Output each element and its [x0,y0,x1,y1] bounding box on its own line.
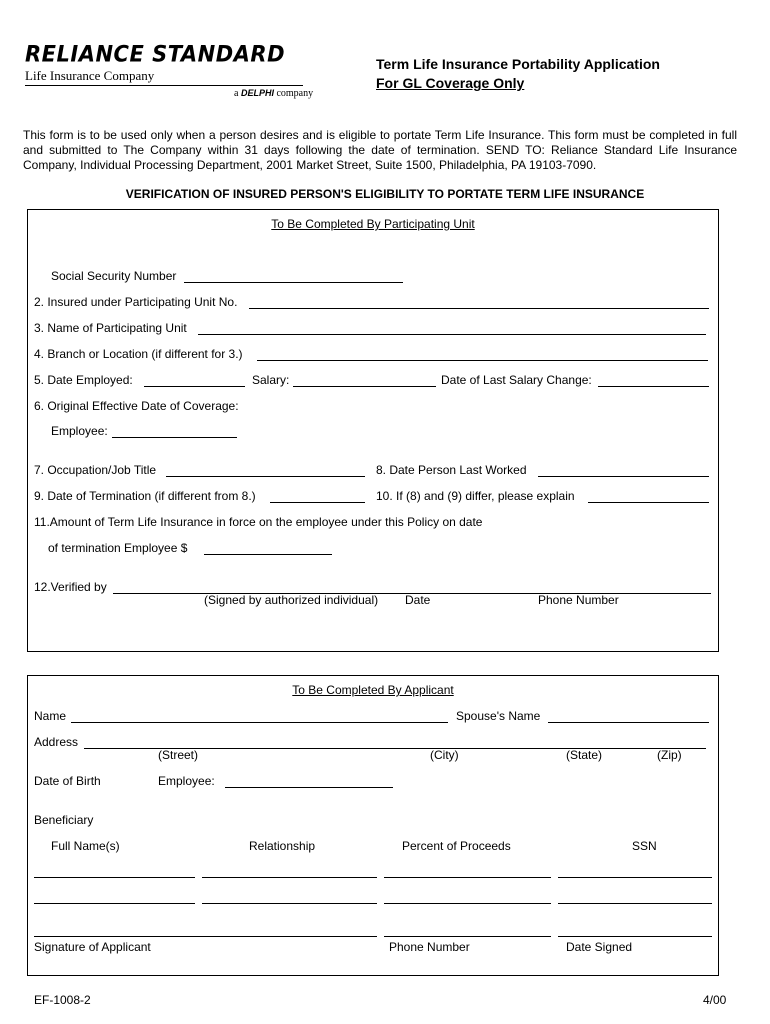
participating-unit-name-field[interactable] [198,334,706,335]
form-title: Term Life Insurance Portability Application [376,56,660,72]
participating-unit-heading: To Be Completed By Participating Unit [271,217,475,231]
last-salary-change-field[interactable] [598,386,709,387]
street-caption: (Street) [158,748,199,762]
beneficiary-1-ssn-field[interactable] [558,877,712,878]
beneficiary-1-name-field[interactable] [34,877,195,878]
participating-unit-name-label: 3. Name of Participating Unit [34,321,187,335]
verified-date-caption: Date [405,593,431,607]
ssn-label: Social Security Number [51,269,177,283]
beneficiary-2-name-field[interactable] [34,903,195,904]
company-logo-subtitle: Life Insurance Company [25,68,155,83]
occupation-field[interactable] [166,476,365,477]
insurance-amount-label: 11.Amount of Term Life Insurance in force on the employee under this Policy on date [34,515,483,529]
beneficiary-full-names-header: Full Name(s) [51,839,120,853]
branch-location-label: 4. Branch or Location (if different for 3.) [34,347,243,361]
original-effective-date-label: 6. Original Effective Date of Coverage: [34,399,239,413]
date-last-worked-label: 8. Date Person Last Worked [376,463,527,477]
salary-label: Salary: [252,373,290,387]
state-caption: (State) [566,748,603,762]
spouse-name-field[interactable] [548,722,709,723]
form-subtitle: For GL Coverage Only [376,75,525,91]
termination-date-label: 9. Date of Termination (if different from 8.) [34,489,256,503]
participating-unit-no-label: 2. Insured under Participating Unit No. [34,295,238,309]
date-employed-label: 5. Date Employed: [34,373,133,387]
address-label: Address [34,735,79,749]
company-logo: RELIANCE STANDARD [25,41,286,67]
date-signed-field[interactable] [558,936,712,937]
verification-heading: VERIFICATION OF INSURED PERSON'S ELIGIBILITY TO PORTATE TERM LIFE INSURANCE [125,187,645,201]
intro-paragraph: This form is to be used only when a person desires and is eligible to portate Term Life Insurance. This form must be completed in full and submitted to The Company within 31 days following the date of termination. SEND TO: Reliance Standard Life Insurance Company, Individual Processing Department, 2001 Market Street, Suite 1500, Philadelphia, PA 19103-7090. [23,128,737,172]
applicant-section [27,675,719,976]
date-employed-field[interactable] [144,386,245,387]
date-signed-caption: Date Signed [566,940,633,954]
last-salary-change-label: Date of Last Salary Change: [441,373,592,387]
zip-caption: (Zip) [657,748,682,762]
phone-caption: Phone Number [389,940,470,954]
salary-field[interactable] [293,386,436,387]
form-revision: 4/00 [703,993,727,1007]
applicant-signature-field[interactable] [34,936,377,937]
applicant-heading: To Be Completed By Applicant [292,683,454,697]
explain-difference-label: 10. If (8) and (9) differ, please explain [376,489,575,503]
occupation-label: 7. Occupation/Job Title [34,463,157,477]
date-last-worked-field[interactable] [538,476,709,477]
verified-phone-caption: Phone Number [538,593,619,607]
signature-caption: Signature of Applicant [34,940,151,954]
coverage-employee-label: Employee: [51,424,108,438]
termination-date-field[interactable] [270,502,365,503]
participating-unit-no-field[interactable] [249,308,709,309]
beneficiary-ssn-header: SSN [632,839,657,853]
beneficiary-label: Beneficiary [34,813,94,827]
city-caption: (City) [430,748,459,762]
applicant-employee-field[interactable] [225,787,393,788]
logo-divider [25,85,303,86]
beneficiary-relationship-header: Relationship [249,839,316,853]
signed-by-caption: (Signed by authorized individual) [204,593,379,607]
applicant-employee-label: Employee: [158,774,215,788]
applicant-name-field[interactable] [71,722,448,723]
beneficiary-1-percent-field[interactable] [384,877,551,878]
beneficiary-percent-header: Percent of Proceeds [402,839,511,853]
branch-location-field[interactable] [257,360,708,361]
applicant-phone-field[interactable] [384,936,551,937]
beneficiary-1-relationship-field[interactable] [202,877,377,878]
coverage-employee-field[interactable] [112,437,237,438]
explain-difference-field[interactable] [588,502,709,503]
termination-employee-amount-label: of termination Employee $ [48,541,188,555]
beneficiary-2-relationship-field[interactable] [202,903,377,904]
verified-by-label: 12.Verified by [34,580,107,594]
date-of-birth-label: Date of Birth [34,774,101,788]
company-tagline: a DELPHI company [234,88,314,99]
beneficiary-2-percent-field[interactable] [384,903,551,904]
beneficiary-2-ssn-field[interactable] [558,903,712,904]
applicant-name-label: Name [34,709,67,723]
form-number: EF-1008-2 [34,993,91,1007]
termination-employee-amount-field[interactable] [204,554,332,555]
spouse-name-label: Spouse's Name [456,709,541,723]
ssn-field[interactable] [184,282,403,283]
